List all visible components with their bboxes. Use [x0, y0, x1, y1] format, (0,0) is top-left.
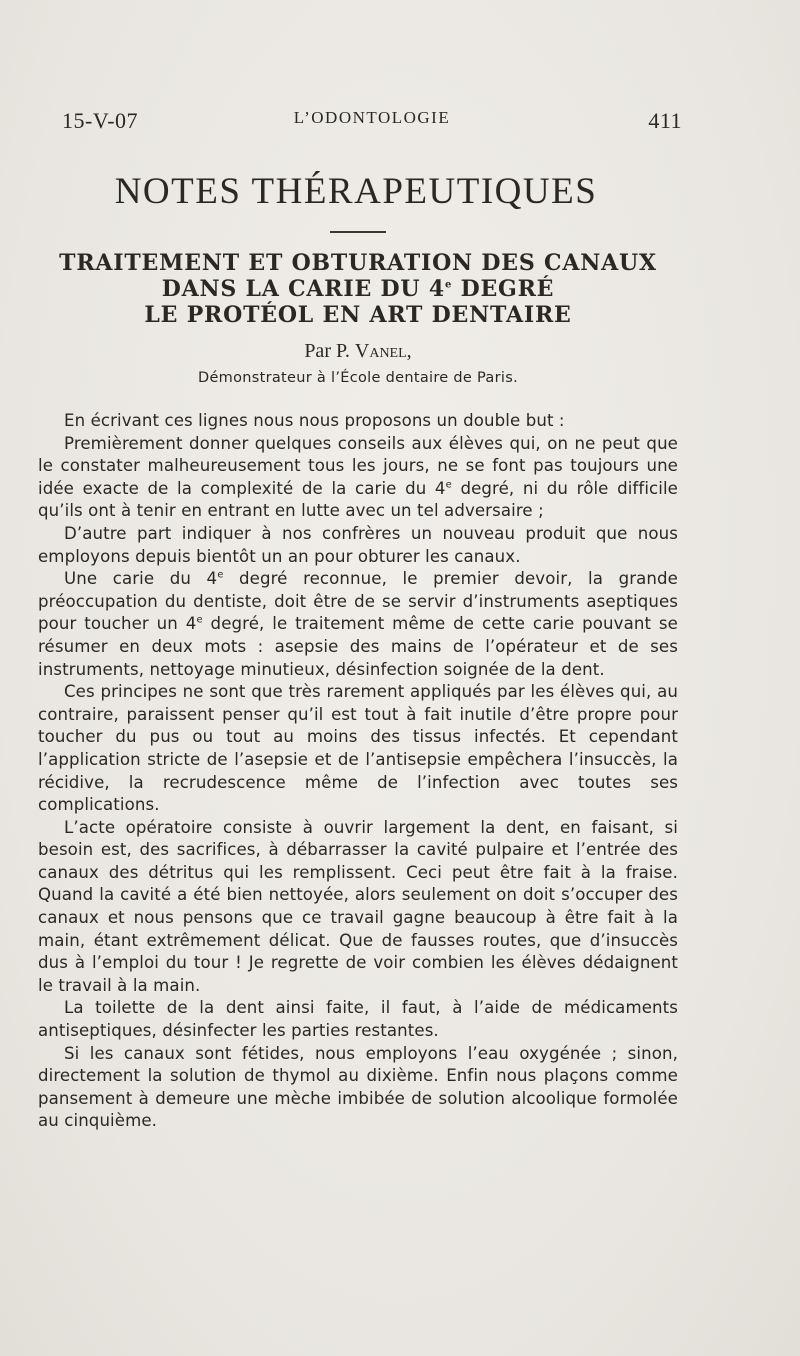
author-affiliation: Démonstrateur à l’École dentaire de Paris. [198, 370, 518, 386]
paragraph [38, 433, 678, 523]
running-header [62, 108, 682, 136]
title-line-2-end: DEGRÉ [452, 276, 555, 302]
byline-prefix: Par P. [304, 340, 355, 362]
paragraph-text: degré, ni du rôle difficile qu’ils ont à tenir en entrant en lutte avec un tel adversaire ; [38, 478, 678, 521]
paragraph-text: degré reconnue, le premier devoir, la grande préoccupation du dentiste, doit être de se servir d’instruments aseptiques pour toucher un 4 [38, 569, 678, 634]
article-title-line-1: TRAITEMENT ET OBTURATION DES CANAUX [59, 250, 657, 276]
issue-date: 15-V-07 [62, 108, 139, 133]
paragraph: L’acte opératoire consiste à ouvrir largement la dent, en faisant, si besoin est, des sacrifices, à débarrasser la cavité pulpaire et l’entrée des canaux des détritus qui les remplissent. Ceci peut être fait à la fraise. Quand la cavité a été bien nettoyée, alors seulement on doit s’occuper des canaux et nous pensons que ce travail gagne beaucoup à être fait à la main, étant extrêmement délicat. Que de fausses routes, que d’insuccès dus à l’emploi du tour ! Je regrette de voir combien les élèves dédaignent le travail à la main. [38, 817, 678, 995]
article-title [0, 250, 716, 328]
paragraph: En écrivant ces lignes nous nous proposons un double but : [64, 411, 565, 430]
title-line-2-text: DANS LA CARIE DU 4 [161, 276, 445, 302]
paragraph-text: degré, le traitement même de cette carie pouvant se résumer en deux mots : asepsie des mains de l’opérateur et de ses instruments, nettoyage minutieux, désinfection soignée de la dent. [38, 614, 678, 679]
paragraph: Ces principes ne sont que très rarement appliqués par les élèves qui, au contraire, paraissent penser qu’il est tout à fait inutile d’être propre pour toucher du pus ou tout au moins des tissus infectés. Et cependant l’application stricte de l’asepsie et de l’antisepsie empêchera l’insuccès, la récidive, la recrudescence même de l’infection avec toutes ses complications. [38, 682, 678, 815]
paragraph-text: Premièrement donner quelques conseils aux élèves qui, on ne peut que le constater malheureusement tous les jours, ne se font pas toujours une idée exacte de la complexité de la carie du 4 [38, 433, 678, 498]
title-line-2-sup: e [444, 279, 453, 291]
author-byline [0, 340, 716, 363]
superscript: e [445, 479, 452, 491]
section-title: NOTES THÉRAPEUTIQUES [114, 171, 598, 212]
paragraph: Si les canaux sont fétides, nous employons l’eau oxygénée ; sinon, directement la solution de thymol au dixième. Enfin nous plaçons comme pansement à demeure une mèche imbibée de solution alcoolique formolée au cinquième. [38, 1043, 678, 1131]
superscript: e [196, 614, 203, 626]
paragraph-text: Une carie du 4 [64, 569, 218, 589]
article-title-line-3: LE PROTÉOL EN ART DENTAIRE [144, 302, 572, 328]
author-name: Vanel, [354, 340, 412, 362]
paragraph [38, 568, 678, 681]
page-number: 411 [648, 108, 682, 133]
article-title-line-2 [0, 276, 716, 302]
title-divider [330, 231, 386, 233]
superscript: e [217, 569, 224, 581]
article-body [38, 410, 678, 1133]
journal-name: L’ODONTOLOGIE [293, 108, 451, 127]
paragraph: La toilette de la dent ainsi faite, il faut, à l’aide de médicaments antiseptiques, désinfecter les parties restantes. [38, 998, 678, 1041]
paragraph: D’autre part indiquer à nos confrères un nouveau produit que nous employons depuis bientôt un an pour obturer les canaux. [38, 523, 678, 566]
